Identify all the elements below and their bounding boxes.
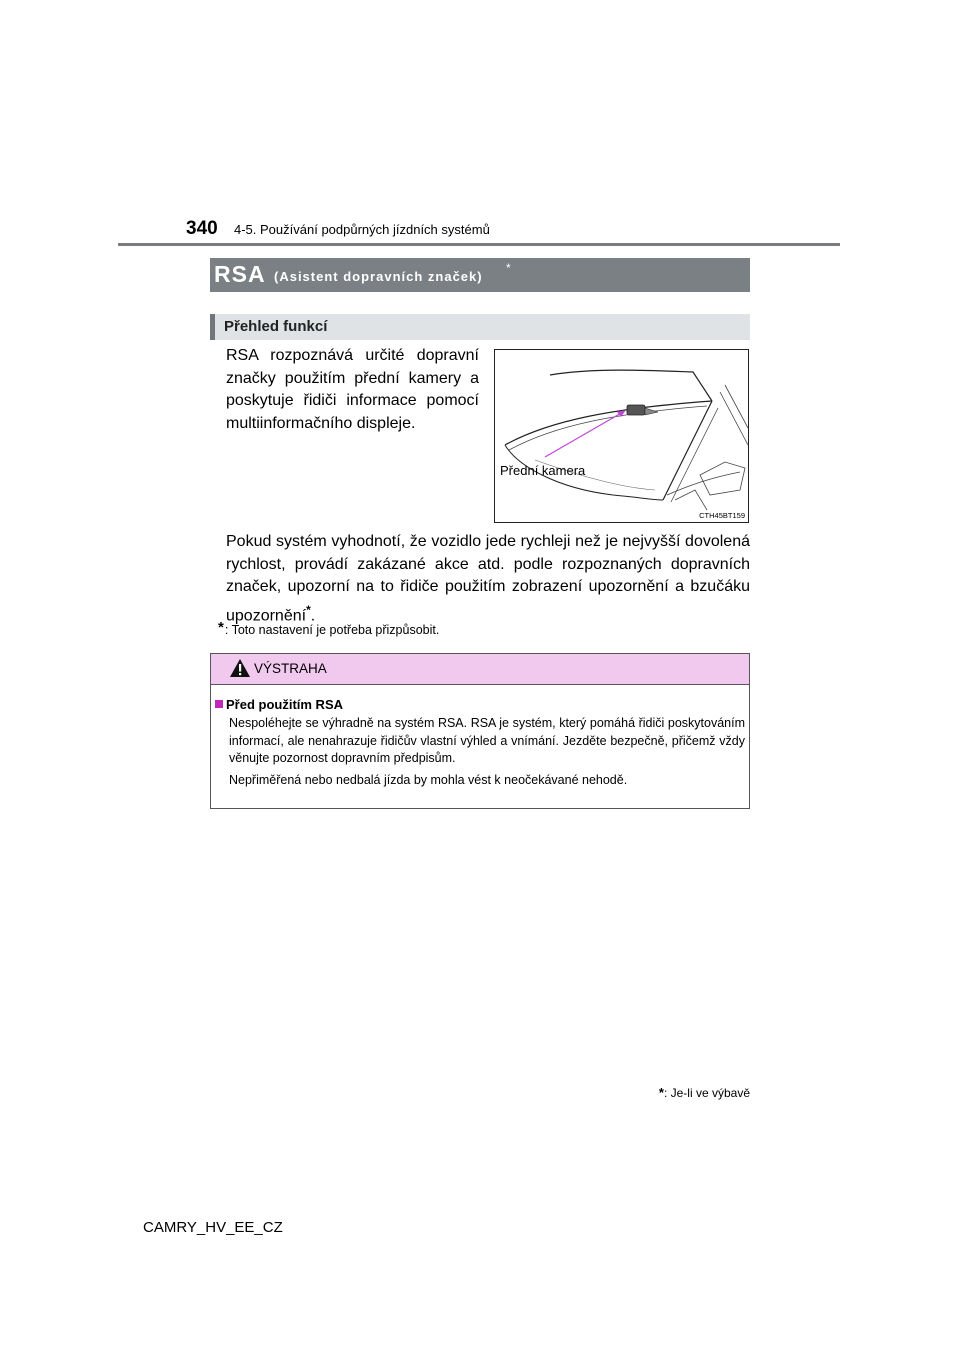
warning-subheading-text: Před použitím RSA	[226, 697, 344, 712]
figure-code: CTH45BT159	[699, 511, 745, 520]
warning-header	[211, 654, 749, 685]
chapter-title: 4-5. Používání podpůrných jízdních systémů	[234, 222, 490, 237]
document-code: CAMRY_HV_EE_CZ	[143, 1219, 283, 1236]
warning-text-1: Nespoléhejte se výhradně na systém RSA. RSA je systém, který pomáhá řidiči poskytováním informací, ale nenahrazuje řidičův vlastní výhled a vnímání. Jezděte bezpečně, přičemž vždy věnujte pozornost dopravním předpisům.	[229, 716, 745, 765]
warning-text-2: Nepřiměřená nebo nedbalá jízda by mohla vést k neočekávané nehodě.	[229, 773, 628, 787]
page-number: 340	[186, 218, 218, 239]
section-label: Přehled funkcí	[224, 318, 328, 335]
camera-figure	[494, 349, 749, 523]
square-bullet-icon	[215, 700, 223, 708]
note-text: : Toto nastavení je potřeba přizpůsobit.	[224, 623, 440, 637]
paragraph-marker: *	[306, 602, 311, 617]
section-bar	[210, 314, 750, 340]
setting-note	[218, 619, 439, 637]
note-marker: *	[218, 619, 224, 636]
warning-title: VÝSTRAHA	[254, 661, 327, 676]
intro-text: RSA rozpoznává určité dopravní značky použitím přední kamery a poskytuje řidiči informace pomocí multiinformačního displeje.	[226, 347, 479, 432]
warning-triangle-icon	[229, 658, 251, 678]
footnote-text: : Je-li ve výbavě	[663, 1086, 750, 1100]
title-subtitle: (Asistent dopravních značek)	[274, 269, 483, 284]
header-rule	[118, 243, 840, 246]
warning-subheading	[215, 697, 343, 712]
figure-label: Přední kamera	[500, 463, 586, 478]
title-bar	[210, 258, 750, 292]
title-main: RSA	[214, 261, 266, 287]
warning-box	[210, 653, 750, 809]
footnote	[610, 1085, 750, 1100]
section-accent	[210, 314, 215, 340]
main-paragraph-text: Pokud systém vyhodnotí, že vozidlo jede rychleji než je nejvyšší dovolená rychlost, provádí zakázané akce atd. podle rozpoznaných dopravních značek, upozorní na to řidiče použitím zobrazení upozornění a bzučáku upozornění	[226, 533, 750, 624]
footnote-marker: *	[658, 1085, 664, 1100]
windshield-camera-illustration	[495, 350, 748, 522]
paragraph-end: .	[310, 606, 316, 624]
title-marker: *	[506, 261, 511, 275]
main-paragraph	[226, 531, 750, 627]
